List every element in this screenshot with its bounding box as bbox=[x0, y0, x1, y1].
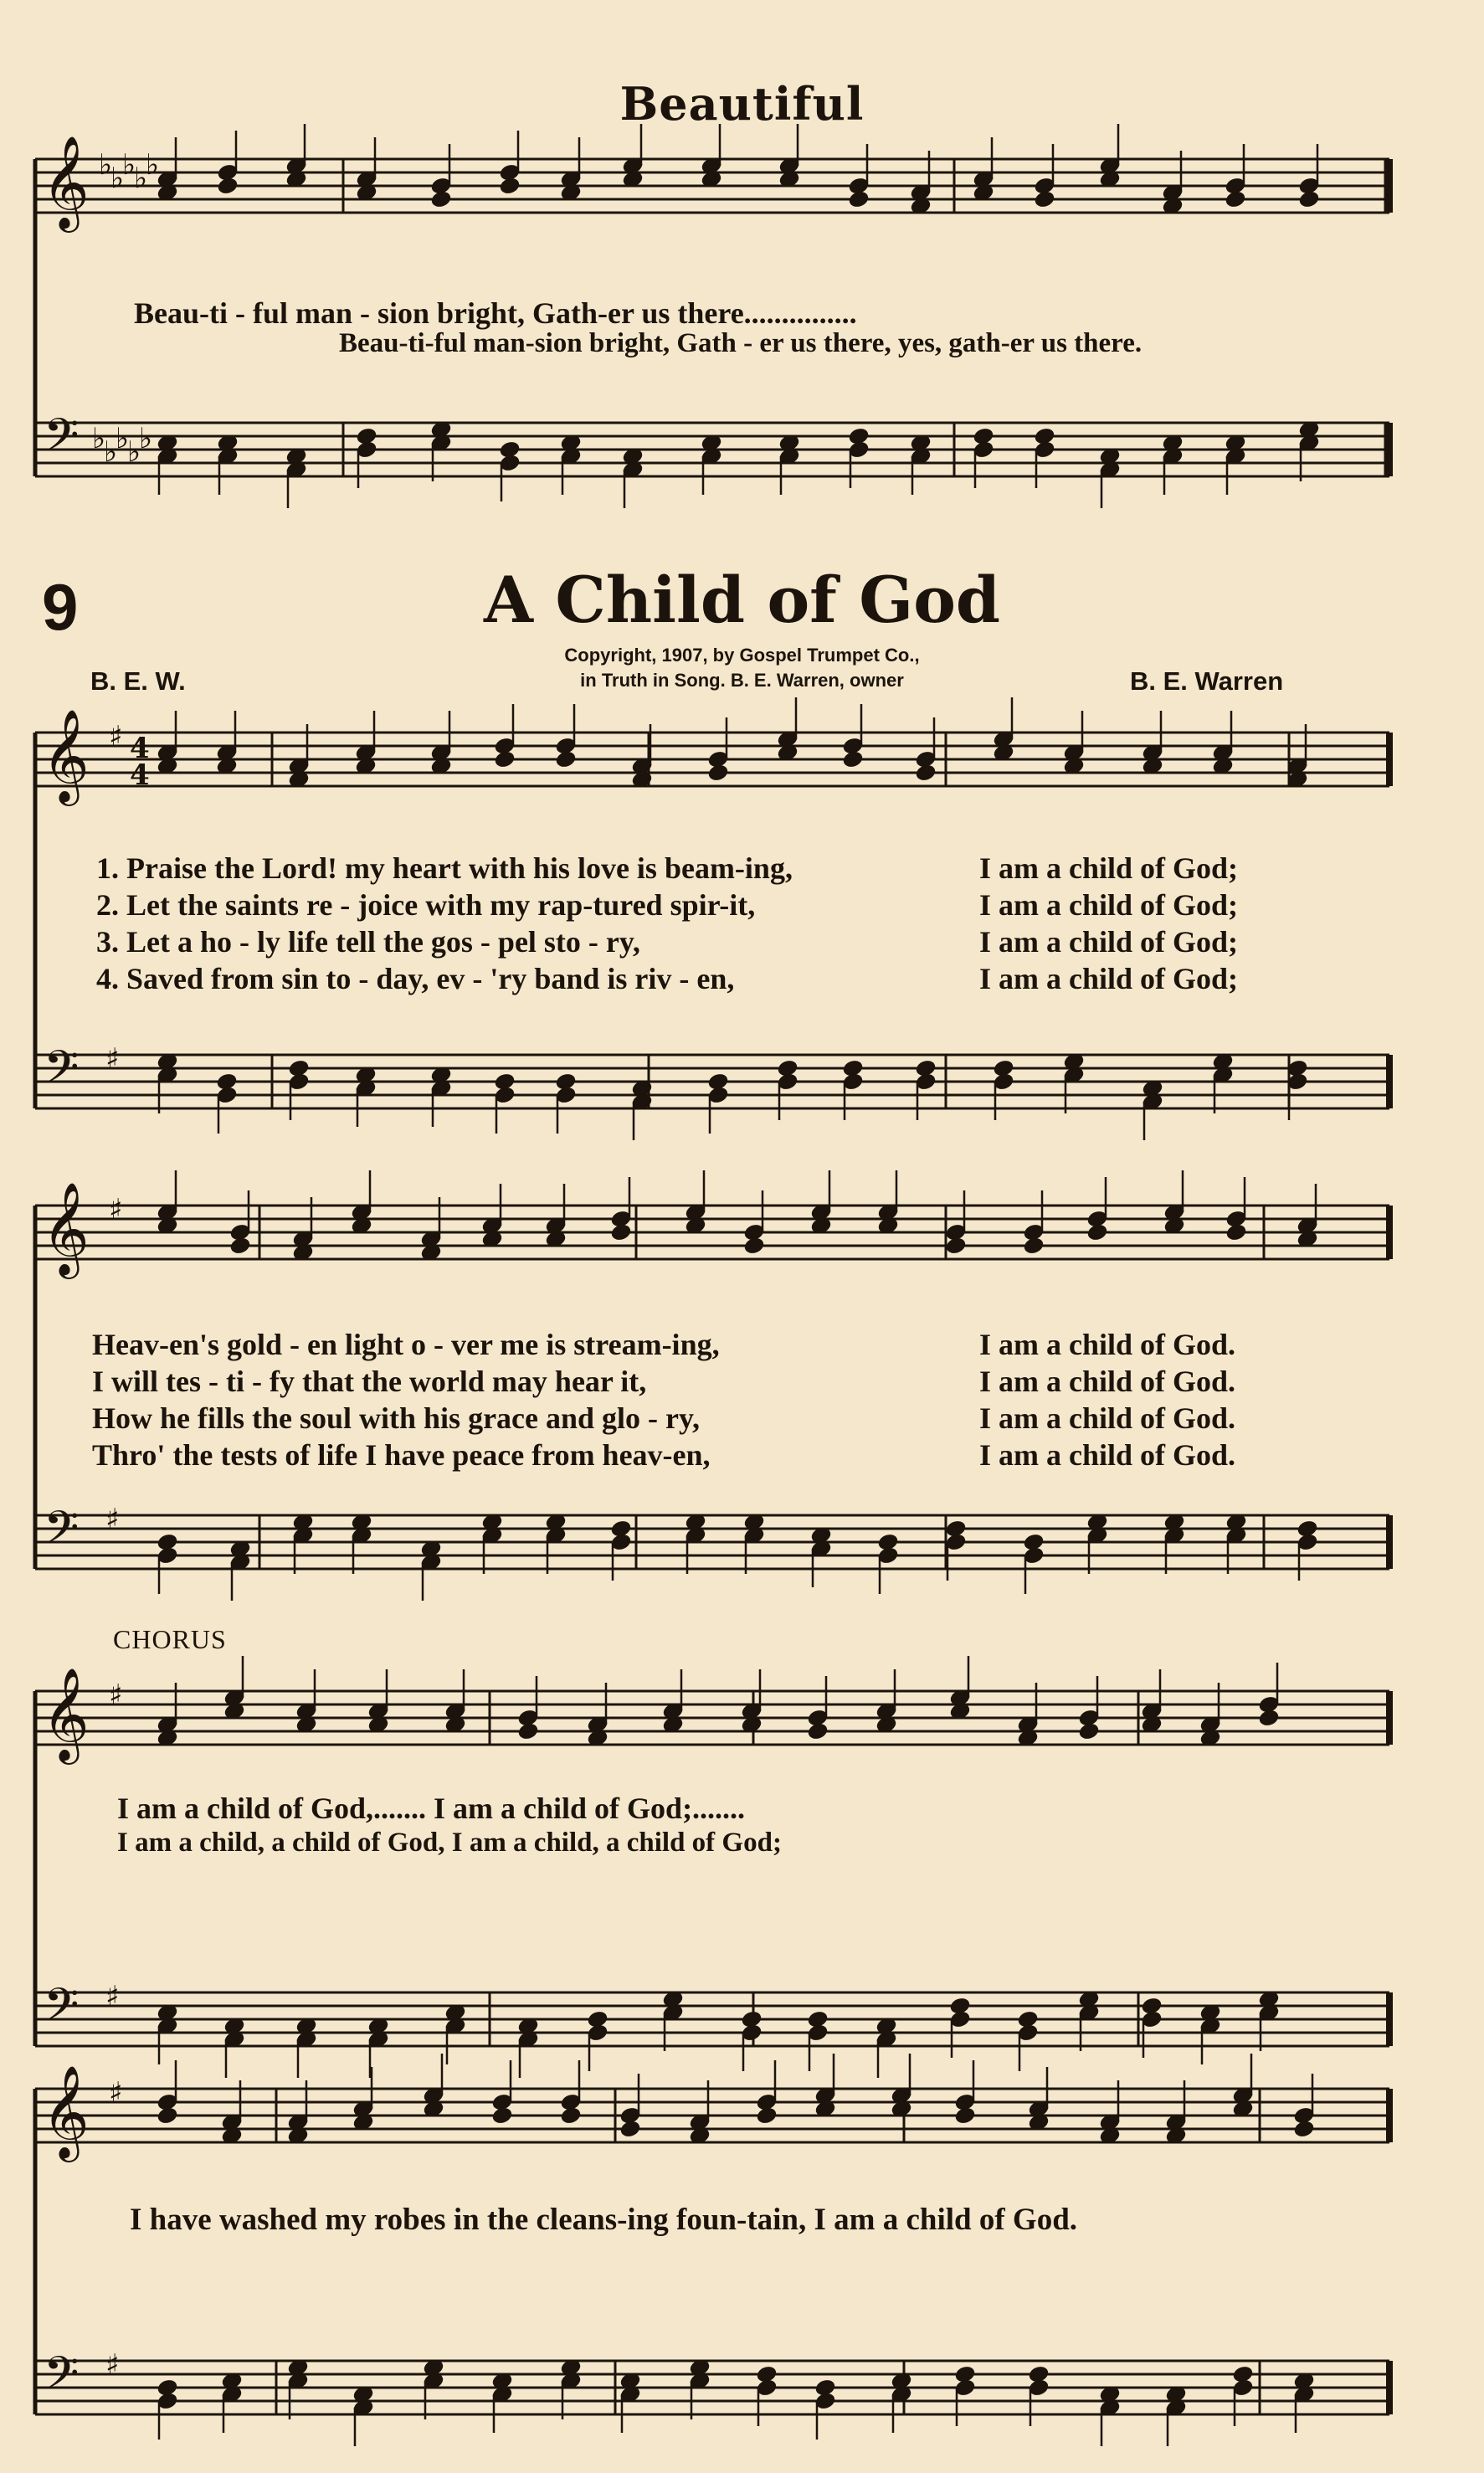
verse-3-line-2: How he fills the soul with his grace and glo - ry, bbox=[92, 1401, 701, 1435]
sharp-icon: ♯ bbox=[109, 1193, 123, 1226]
refrain-end-1: I am a child of God. bbox=[979, 1328, 1236, 1361]
note-head bbox=[1023, 1236, 1045, 1256]
note-head bbox=[1258, 1709, 1280, 1728]
refrain-2: I am a child of God; bbox=[979, 888, 1239, 922]
refrain-3: I am a child of God; bbox=[979, 925, 1239, 959]
note-head bbox=[491, 2106, 513, 2126]
sharp-icon: ♯ bbox=[109, 720, 123, 753]
treble-clef-icon: 𝄞 bbox=[42, 1667, 90, 1761]
chorus-line-2: I am a child, a child of God, I am a child, a child of God; bbox=[117, 1828, 782, 1858]
bass-clef-icon: 𝄢 bbox=[44, 1501, 80, 1566]
flat-icon: ♭ bbox=[116, 422, 130, 455]
verse-3-line-1: 3. Let a ho - ly life tell the gos - pel sto - ry, bbox=[96, 925, 640, 959]
note-head bbox=[560, 2106, 582, 2126]
note-head bbox=[610, 1223, 632, 1242]
refrain-end-4: I am a child of God. bbox=[979, 1438, 1236, 1472]
note-head bbox=[157, 2106, 178, 2126]
sharp-icon: ♯ bbox=[109, 2076, 123, 2110]
verse-1-line-1: 1. Praise the Lord! my heart with his love is beam-ing, bbox=[96, 851, 793, 885]
flat-icon: ♭ bbox=[110, 162, 125, 195]
note-head bbox=[842, 750, 864, 769]
note-head bbox=[217, 177, 239, 196]
bass-clef-icon: 𝄢 bbox=[44, 1041, 80, 1105]
note-head bbox=[954, 2106, 976, 2126]
flat-icon: ♭ bbox=[139, 422, 153, 455]
note-head bbox=[517, 1722, 539, 1741]
refrain-4: I am a child of God; bbox=[979, 962, 1239, 995]
note-head bbox=[555, 750, 577, 769]
note-head bbox=[1086, 1223, 1108, 1242]
hymn-number: 9 bbox=[42, 570, 79, 644]
chorus-line-3: I have washed my robes in the cleans-ing foun-tain, I am a child of God. bbox=[130, 2203, 1078, 2237]
verse-4-line-2: Thro' the tests of life I have peace from heav-en, bbox=[92, 1438, 711, 1472]
hymn-title: A Child of God bbox=[483, 563, 1001, 637]
note-head bbox=[619, 2120, 641, 2139]
bass-clef-icon: 𝄢 bbox=[44, 2347, 80, 2411]
prev-hymn-title: Beautiful bbox=[619, 77, 865, 131]
refrain-end-3: I am a child of God. bbox=[979, 1401, 1236, 1435]
prev-hymn-lyric-2: Beau-ti-ful man-sion bright, Gath - er us there, yes, gath-er us there. bbox=[339, 328, 1143, 358]
note-head bbox=[430, 190, 452, 209]
flat-icon: ♭ bbox=[122, 148, 136, 182]
copyright-line-1: Copyright, 1907, by Gospel Trumpet Co., bbox=[564, 645, 920, 666]
flat-icon: ♭ bbox=[99, 148, 113, 182]
refrain-1: I am a child of God; bbox=[979, 851, 1239, 885]
bass-clef-icon: 𝄢 bbox=[44, 409, 80, 473]
note-head bbox=[1293, 2120, 1315, 2139]
note-head bbox=[848, 190, 870, 209]
flat-icon: ♭ bbox=[127, 435, 141, 469]
chorus-label: CHORUS bbox=[113, 1624, 227, 1654]
verse-1-line-2: Heav-en's gold - en light o - ver me is stream-ing, bbox=[92, 1328, 720, 1361]
verse-2-line-1: 2. Let the saints re - joice with my rap-tured spir-it, bbox=[96, 888, 756, 922]
note-head bbox=[1298, 190, 1320, 209]
words-credit: B. E. W. bbox=[90, 666, 186, 696]
note-head bbox=[945, 1236, 967, 1256]
music-credit: B. E. Warren bbox=[1130, 666, 1284, 696]
prev-hymn-lyric-1: Beau-ti - ful man - sion bright, Gath-er us there............... bbox=[134, 296, 857, 330]
time-signature: 4 bbox=[130, 732, 150, 765]
sharp-icon: ♯ bbox=[105, 1042, 120, 1076]
note-head bbox=[807, 1722, 829, 1741]
sharp-icon: ♯ bbox=[105, 2348, 120, 2382]
note-head bbox=[1225, 190, 1246, 209]
note-head bbox=[756, 2106, 778, 2126]
flat-icon: ♭ bbox=[146, 148, 160, 182]
sharp-icon: ♯ bbox=[109, 1679, 123, 1712]
flat-icon: ♭ bbox=[134, 162, 148, 195]
note-head bbox=[499, 177, 521, 196]
treble-clef-icon: 𝄞 bbox=[42, 135, 90, 229]
refrain-end-2: I am a child of God. bbox=[979, 1365, 1236, 1398]
verse-2-line-2: I will tes - ti - fy that the world may hear it, bbox=[92, 1365, 647, 1398]
sharp-icon: ♯ bbox=[105, 1980, 120, 2013]
treble-clef-icon: 𝄞 bbox=[42, 708, 90, 802]
note-head bbox=[1034, 190, 1055, 209]
time-signature: 4 bbox=[130, 758, 150, 792]
note-head bbox=[1225, 1223, 1247, 1242]
note-head bbox=[915, 763, 937, 783]
flat-icon: ♭ bbox=[92, 422, 106, 455]
note-head bbox=[494, 750, 516, 769]
bass-clef-icon: 𝄢 bbox=[44, 1978, 80, 2043]
sharp-icon: ♯ bbox=[105, 1503, 120, 1536]
treble-clef-icon: 𝄞 bbox=[42, 1181, 90, 1275]
note-head bbox=[707, 763, 729, 783]
verse-4-line-1: 4. Saved from sin to - day, ev - 'ry band is riv - en, bbox=[96, 962, 735, 995]
copyright-line-2: in Truth in Song. B. E. Warren, owner bbox=[580, 670, 904, 691]
treble-clef-icon: 𝄞 bbox=[42, 2064, 90, 2158]
note-head bbox=[743, 1236, 765, 1256]
chorus-line-1: I am a child of God,....... I am a child of God;....... bbox=[117, 1792, 746, 1825]
note-head bbox=[1078, 1722, 1100, 1741]
note-head bbox=[229, 1236, 251, 1256]
flat-icon: ♭ bbox=[104, 435, 118, 469]
